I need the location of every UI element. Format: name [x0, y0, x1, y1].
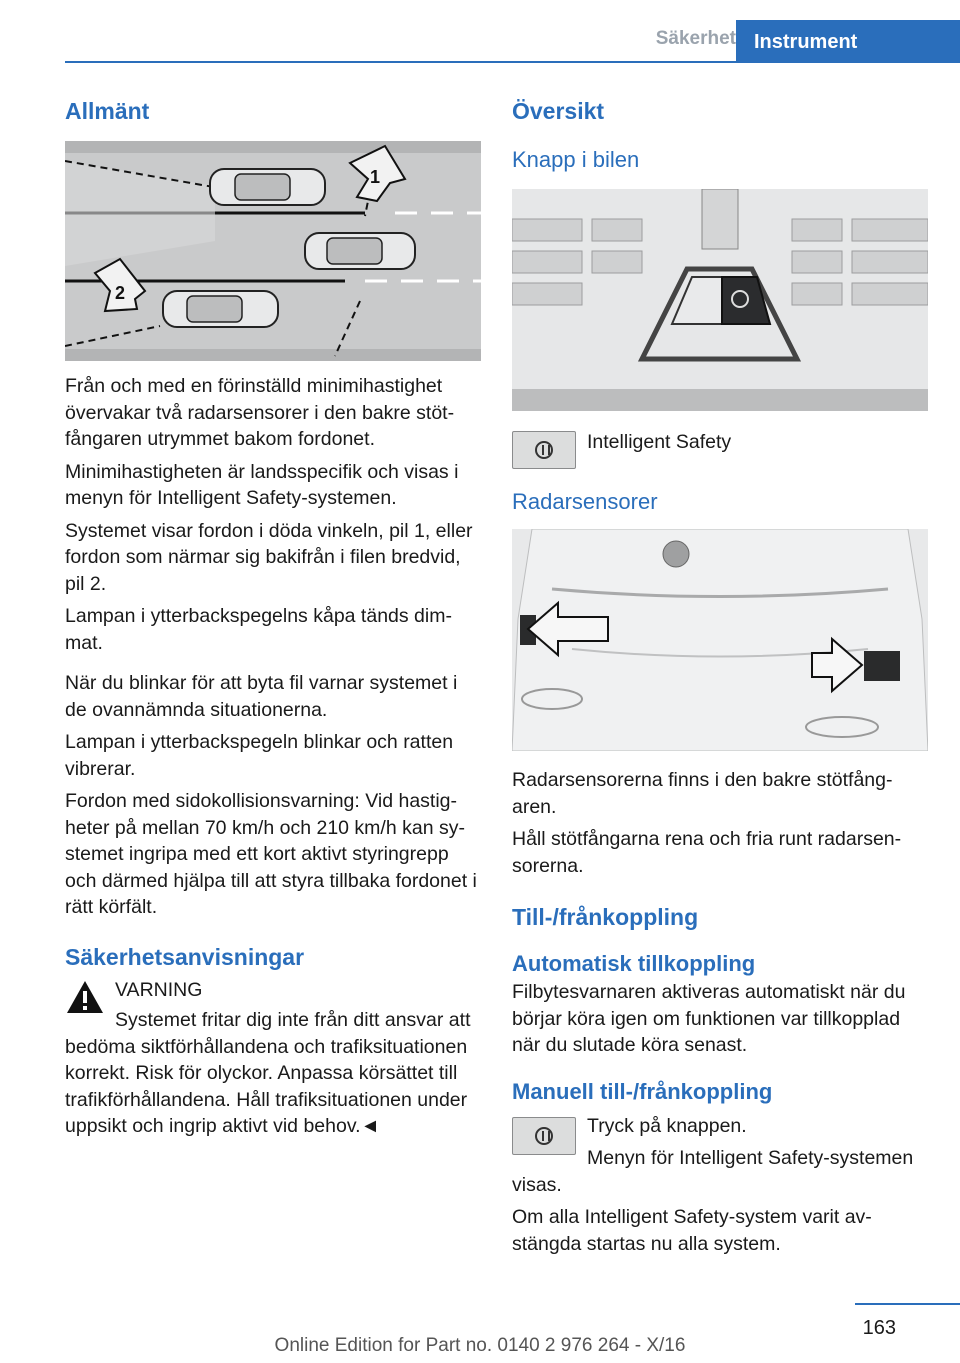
arrow-label-1: 1: [370, 167, 381, 187]
button-caption: Intelligent Safety: [587, 431, 732, 453]
car-top: [210, 169, 325, 205]
paragraph: Fordon med sidokollisionsvarning: Vid hastigheter på mellan 70 km/h och 210 km/h kan systemet ingripa med ett kort aktivt styringrepp och därmed hjälpa till att styra tillbaka fordonet i rätt körfält.: [65, 790, 477, 918]
warning-box: [65, 977, 481, 1004]
paragraph: Om alla Intelligent Safety-system varit avstängda startas nu alla system.: [512, 1206, 872, 1255]
footer-rule: [855, 1303, 960, 1305]
figure-button-in-car: [512, 189, 928, 411]
intelligent-safety-button-icon[interactable]: [512, 431, 576, 469]
subheading-radarsensorer: Radarsensorer: [512, 489, 658, 514]
paragraph: Systemet visar fordon i döda vinkeln, pil 1, eller fordon som närmar sig bakifrån i filen bredvid, pil 2.: [65, 519, 473, 595]
left-column: [65, 95, 481, 1140]
figure-radar-sensors: [512, 529, 928, 751]
paragraph: Lampan i ytterbackspegeln blinkar och ratten vibrerar.: [65, 731, 454, 780]
subheading-knapp: Knapp i bilen: [512, 147, 640, 172]
heading-till-frankoppling: Till-/frånkoppling: [512, 904, 699, 930]
paragraph: Filbytesvarnaren aktiveras automatiskt när du börjar köra igen om funktionen var tillkopplad när du slutade köra senast.: [512, 981, 906, 1056]
intelligent-safety-legend: [512, 429, 928, 471]
paragraph: När du blinkar för att byta fil varnar systemet i de ovannämnda situationerna.: [65, 672, 458, 721]
section-tab-sakerhet[interactable]: Säkerhet: [655, 28, 736, 49]
heading-oversikt: Översikt: [512, 98, 605, 124]
warning-triangle-icon: [65, 979, 105, 1015]
edition-text: Online Edition for Part no. 0140 2 976 264 - X/16: [274, 1335, 686, 1356]
paragraph: Minimihastigheten är landsspecifik och visas i menyn för Intelligent Safety-systemen.: [65, 460, 459, 509]
intelligent-safety-button-icon[interactable]: [512, 1117, 576, 1155]
heading-allmant: Allmänt: [65, 98, 150, 124]
paragraph: Radarsensorerna finns i den bakre stötfångaren.: [512, 769, 893, 818]
heading-sakerhetsanvisningar: Säkerhetsanvisningar: [65, 943, 305, 970]
right-column: [512, 95, 928, 1257]
manual-step-1: Tryck på knappen.: [587, 1114, 747, 1137]
header-rule: [65, 61, 960, 63]
paragraph: Från och med en förinställd minimihastighet övervakar två radarsensorer i den bakre stötfångaren utrymmet bakom fordonet.: [65, 375, 455, 450]
arrow-label-2: 2: [115, 283, 126, 303]
manual-step: [512, 1113, 928, 1199]
manual-step-2: Menyn för Intelligent Safety-systemen visas.: [512, 1147, 914, 1196]
page-footer: [0, 1303, 960, 1363]
page-header: [0, 0, 960, 62]
car-middle: [305, 233, 415, 269]
car-bottom: [163, 291, 278, 327]
page-number: 163: [862, 1317, 896, 1339]
section-tab-instrument[interactable]: Instrument: [736, 20, 960, 62]
subheading-manuell: Manuell till-/frånkoppling: [512, 1078, 773, 1104]
paragraph: Håll stötfångarna rena och fria runt radarsensorerna.: [512, 828, 902, 877]
warning-label: VARNING: [115, 978, 203, 1001]
warning-text: Systemet fritar dig inte från ditt ansvar att bedöma siktförhållandena och trafiksituationen korrekt. Risk för olyckor. Anpassa körsättet till trafikförhållandena. Håll trafiksituationen under uppsikt och ingrip aktivt vid behov.◄: [65, 1009, 471, 1137]
figure-lane-diagram: [65, 141, 481, 361]
paragraph: Lampan i ytterbackspegelns kåpa tänds dimmat.: [65, 605, 452, 654]
subheading-automatisk: Automatisk tillkoppling: [512, 951, 756, 976]
